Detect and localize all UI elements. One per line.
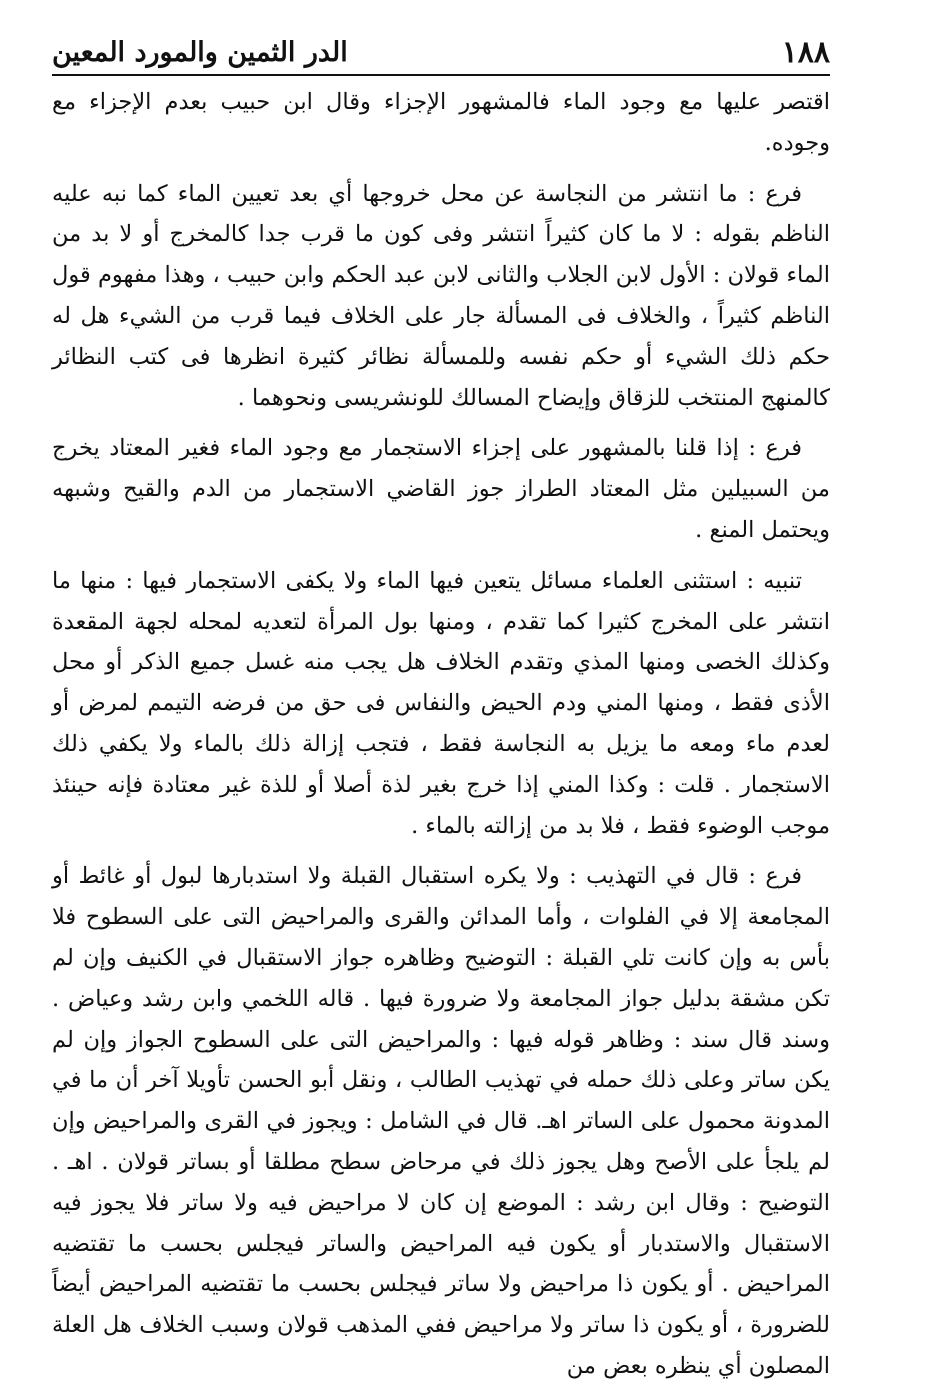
paragraph-text: ما انتشر من النجاسة عن محل خروجها أي بعد تعيين الماء كما نبه عليه الناظم بقوله : لا ما كان كثيراً انتشر وفى كون ما قرب جدا كالمخرج أو لا بد من الماء قولان : الأول لابن الجلاب والثانى لابن عبد الحكم وابن حبيب ، وهذا مفهوم قول الناظم كثيراً ، والخلاف فى المسألة جار على الخلاف فيما قرب من الشيء هل له حكم ذلك الشيء أو حكم نفسه وللمسألة نظائر كثيرة انظرها فى كتب النظائر كالمنهج المنتخب للزقاق وإيضاح المسالك للونشريسى ونحوهما .	[52, 180, 830, 411]
paragraph-lead: تنبيه :	[746, 567, 802, 594]
paragraph	[52, 428, 830, 550]
paragraph	[52, 82, 830, 164]
paragraph	[52, 561, 830, 847]
paragraph-lead: فرع :	[748, 863, 802, 890]
paragraph-text: قال في التهذيب : ولا يكره استقبال القبلة ولا استدبارها لبول أو غائط أو المجامعة إلا في الفلوات ، وأما المدائن والقرى والمراحيض التى على السطوح فلا بأس به وإن كانت تلي القبلة : التوضيح وظاهره جواز الاستقبال في الكنيف وإن لم تكن مشقة بدليل جواز المجامعة ولا ضرورة فيها . قاله اللخمي وابن رشد وعياض . وسند قال سند : وظاهر قوله فيها : والمراحيض التى على السطوح الجواز وإن لم يكن ساتر وعلى ذلك حمله في تهذيب الطالب ، ونقل أبو الحسن تأويلا آخر أن ما في المدونة محمول على الساتر اهـ. قال في الشامل : ويجوز في القرى والمراحيض وإن لم يلجأ على الأصح وهل يجوز ذلك في مرحاض سطح مطلقا أو بساتر قولان . اهـ . التوضيح : وقال ابن رشد : الموضع إن كان لا مراحيض فيه ولا ساتر فلا يجوز فيه الاستقبال والاستدبار أو يكون فيه المراحيض والساتر فيجلس بحسب ما تقتضيه المراحيض . أو يكون ذا مراحيض ولا ساتر فيجلس بحسب ما تقتضيه المراحيض أيضاً للضرورة ، أو يكون ذا ساتر ولا مراحيض ففي المذهب قولان وسبب الخلاف هل العلة المصلون أي ينظره بعض من	[52, 863, 830, 1379]
page-body	[52, 76, 830, 1387]
paragraph	[52, 174, 830, 419]
paragraph-text: استثنى العلماء مسائل يتعين فيها الماء ولا يكفى الاستجمار فيها : منها ما انتشر على المخرج كثيرا كما تقدم ، ومنها بول المرأة لتعديه لمحله لجهة المقعدة وكذلك الخصى ومنها المذي وتقدم الخلاف هل يجب منه غسل جميع الذكر أو محل الأذى فقط ، ومنها المني ودم الحيض والنفاس فى حق من فرضه التيمم لمرض أو لعدم ماء ومعه ما يزيل به النجاسة فقط ، فتجب إزالة ذلك بالماء ولا يكفي ذلك الاستجمار . قلت : وكذا المني إذا خرج بغير لذة أصلا أو للذة غير معتادة فإنه حينئذ موجب الوضوء فقط ، فلا بد من إزالته بالماء .	[52, 567, 830, 839]
page-number: ١٨٨	[781, 35, 830, 70]
page-header	[52, 28, 830, 76]
paragraph-lead: فرع :	[747, 180, 803, 207]
paragraph-lead: فرع :	[748, 435, 803, 462]
book-page	[52, 28, 830, 1379]
paragraph	[52, 856, 830, 1386]
paragraph-text: إذا قلنا بالمشهور على إجزاء الاستجمار مع وجود الماء فغير المعتاد يخرج من السبيلين مثل المعتاد الطراز جوز القاضي الاستجمار من الدم والقيح وشبهه ويحتمل المنع .	[52, 435, 830, 543]
running-title: الدر الثمين والمورد المعين	[52, 37, 348, 68]
paragraph-text: اقتصر عليها مع وجود الماء فالمشهور الإجزاء وقال ابن حبيب بعدم الإجزاء مع وجوده.	[52, 89, 830, 156]
